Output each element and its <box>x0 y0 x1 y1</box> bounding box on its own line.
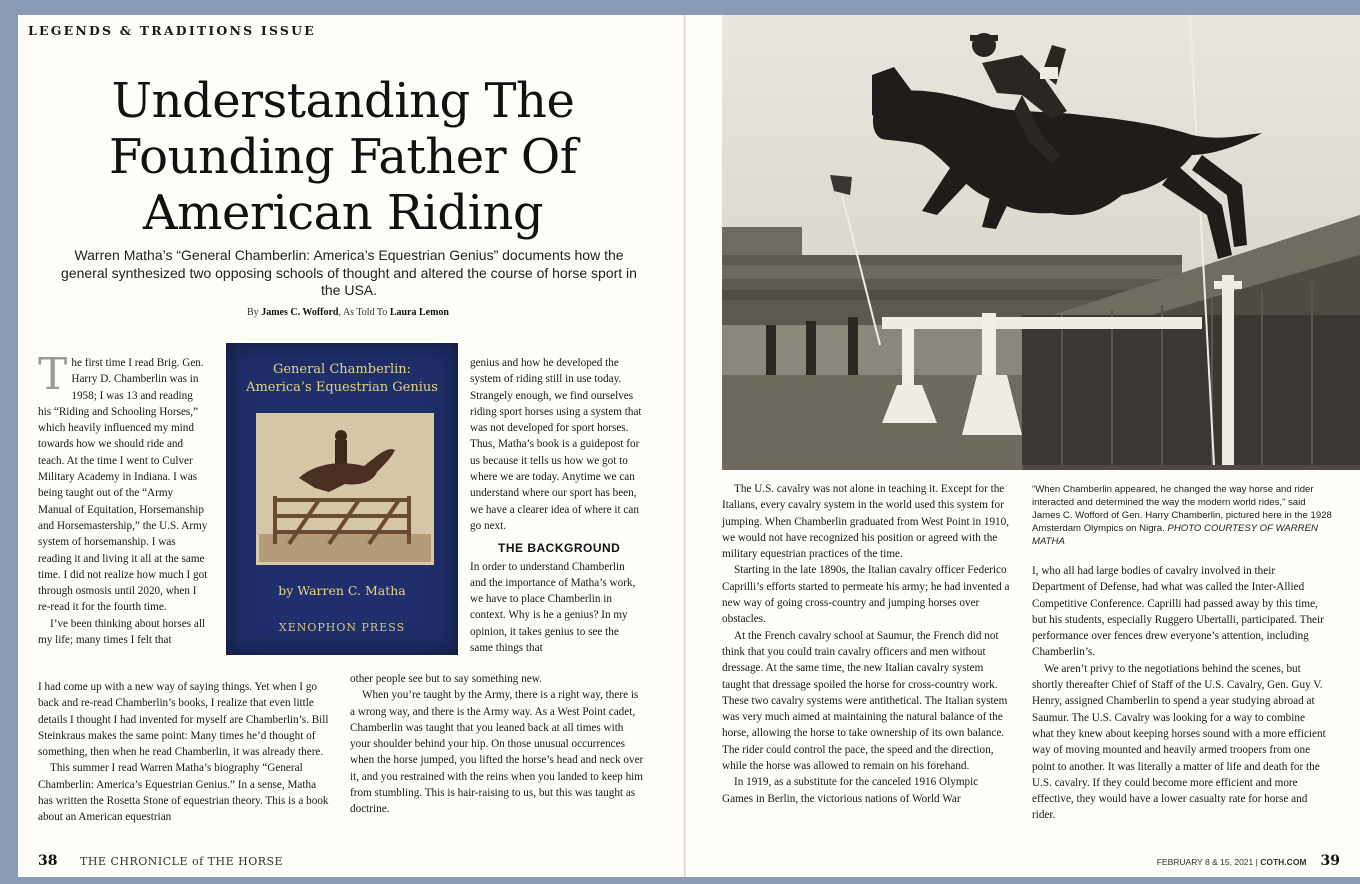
column-1-top <box>38 349 208 648</box>
book-title <box>226 361 458 397</box>
site-url: COTH.COM <box>1260 857 1307 867</box>
book-title-line-2: America’s Equestrian Genius <box>246 380 438 395</box>
section-heading: THE BACKGROUND <box>498 541 621 556</box>
byline <box>118 307 578 318</box>
headline-line-1: Understanding The <box>111 73 575 129</box>
column-2-bottom <box>350 671 644 818</box>
book-publisher: XENOPHON PRESS <box>278 621 406 634</box>
body-paragraph: In 1919, as a substitute for the canceled 1916 Olympic Games in Berlin, the victorious nations of World War <box>722 776 979 805</box>
right-page <box>686 15 1360 877</box>
body-paragraph: genius and how he developed the system of riding still in use today. Strangely enough, we find ourselves riding sport horses using a system that was not developed for sport horses. Thus, Matha’s book is a guidepost for us because it tells us how we got to where we are today. Anytime we can understand where our sport has been, we have a clearer idea of where it can go next. <box>470 357 642 532</box>
book-cover-photo <box>256 413 434 565</box>
column-1-bottom <box>38 679 333 826</box>
body-paragraph: We aren’t privy to the negotiations behind the scenes, but shortly thereafter Chief of Staff of the U.S. Cavalry, Gen. Guy V. Henry, assigned Chamberlin to spend a year studying abroad at Saumur. The U.S. Cavalry was looking for a way to combine what they knew about keeping horses sound with a more efficient way of moving mounted and heavily armed troopers from one point to another. It was literally a matter of life and death for the U.S. cavalry. If they could become more efficient and more effective, they would have a lower casualty rate for horse and rider. <box>1032 662 1326 822</box>
body-paragraph: I, who all had large bodies of cavalry involved in their Department of Defense, had what was called the Inter-Allied Competitive Conference. Caprilli had passed away by this time, but his students, especially Ruggero Ubertalli, participated. Their performance over fences drew everyone’s attention, including Chamberlin’s. <box>1032 565 1324 659</box>
headline-line-3: American Riding <box>142 185 544 241</box>
body-text: he first time I read Brig. Gen. Harry D. Chamberlin was in 1958; I was 13 and reading his “Riding and Schooling Horses,” which heavily influenced my mind towards how we should ride and teach. At the time I went to Culver Military Academy in Indiana. I was being taught out of the “Army Manual of Equitation, Horsemanship and Horsemastership,” the U.S. Army system of horsemanship. I was reading it and living it all at the same time. I did not realize how much I got through osmosis until 2020, when I re-read it for the fourth time. <box>38 357 208 614</box>
drop-cap: T <box>38 349 68 400</box>
page-number: 39 <box>1320 853 1340 869</box>
photo-caption <box>1032 483 1332 548</box>
issue-date <box>1157 857 1307 867</box>
caption-text: “When Chamberlin appeared, he changed the way horse and rider interacted and determined the way the modern world rides,” said James C. Wofford of Gen. Harry Chamberlin, pictured here in the 1928 Amsterdam Olympics on Nigra. <box>1032 484 1332 534</box>
body-paragraph: other people see but to say something new. <box>350 673 542 685</box>
body-paragraph: I had come up with a new way of saying things. Yet when I go back and re-read Chamberlin’s books, I realize that even little details I thought I had invented for myself are Chamberlin’s. Bill Steinkraus makes the same point: Many times he’d thought of something, then when he read Chamberlin, it was already there. <box>38 681 329 759</box>
column-2-top <box>470 355 642 656</box>
left-page <box>18 15 684 877</box>
left-folio <box>38 853 57 869</box>
body-paragraph <box>38 349 208 616</box>
body-paragraph: At the French cavalry school at Saumur, the French did not think that you could train cavalry officers and men without dressage. At the same time, the new Italian cavalry system taught that dressage spoiled the horse for cross-country work. These two cavalry systems were antithetical. The Italian system was very much aimed at maintaining the natural balance of the horse, allowing the horse to take ownership of its own balance. The rider could control the pace, the speed and the direction, while the horse was allowed to remain on his forehand. <box>722 629 1008 773</box>
page-number: 38 <box>38 853 58 869</box>
horse-jumping-illustration <box>722 15 1360 470</box>
body-paragraph: I’ve been thinking about horses all my life; many times I felt that <box>38 617 206 647</box>
body-paragraph: The U.S. cavalry was not alone in teaching it. Except for the Italians, every cavalry system in the world used this system for jumping. When Chamberlin graduated from West Point in 1910, we would not have recognized his position or agreed with the military equestrian practices of the time. <box>722 483 1010 561</box>
book-author: by Warren C. Matha <box>278 583 406 598</box>
column-4 <box>1032 563 1328 824</box>
dek: Warren Matha’s “General Chamberlin: America’s Equestrian Genius” documents how the general synthesized two opposing schools of thought and altered the course of horse sport in the USA. <box>61 247 637 298</box>
headline-line-2: Founding Father Of <box>109 129 577 185</box>
body-paragraph: In order to understand Chamberlin and the importance of Matha’s work, we have to place Chamberlin in context. Why is he a genius? In my opinion, it takes genius to see the same things that <box>470 560 636 655</box>
column-3 <box>722 481 1012 807</box>
horse-jump-illustration <box>259 416 431 562</box>
separator: | <box>1255 857 1258 867</box>
jumping-photo <box>722 15 1360 470</box>
masthead: THE CHRONICLE of THE HORSE <box>80 855 284 868</box>
issue-label: LEGENDS & TRADITIONS ISSUE <box>28 23 316 38</box>
photo-credit: PHOTO COURTESY OF WARREN MATHA <box>1032 523 1318 547</box>
byline-by: By <box>247 307 259 318</box>
body-paragraph: Starting in the late 1890s, the Italian cavalry officer Federico Caprilli’s efforts started to permeate his army; he had invented a new way of going cross-country and jumping horses over obstacles. <box>722 564 1010 626</box>
right-footer <box>1157 853 1340 869</box>
headline <box>78 73 608 241</box>
body-paragraph: This summer I read Warren Matha’s biography “General Chamberlin: America’s Equestrian Genius.” In a sense, Matha has written the Rosetta Stone of equestrian theory. This is a book about an American equestrian <box>38 762 329 824</box>
body-paragraph: When you’re taught by the Army, there is a right way, there is a wrong way, and there is the Army way. As a West Point cadet, Chamberlin was taught that you leaned back at all times with your shoulder behind your hip. On those unusual occurrences when the horse jumped, you lifted the horse’s head and neck over it, and you restrained with the reins when you landed to keep him from stumbling. This is hair-raising to us, but this was taught as doctrine. <box>350 689 644 816</box>
book-title-line-1: General Chamberlin: <box>272 362 412 377</box>
byline-coauthor: Laura Lemon <box>389 307 449 318</box>
byline-as-told: , As Told To <box>338 307 388 318</box>
date-text: FEBRUARY 8 & 15, 2021 <box>1156 857 1254 867</box>
book-cover <box>226 343 458 655</box>
byline-author: James C. Wofford <box>261 307 339 318</box>
